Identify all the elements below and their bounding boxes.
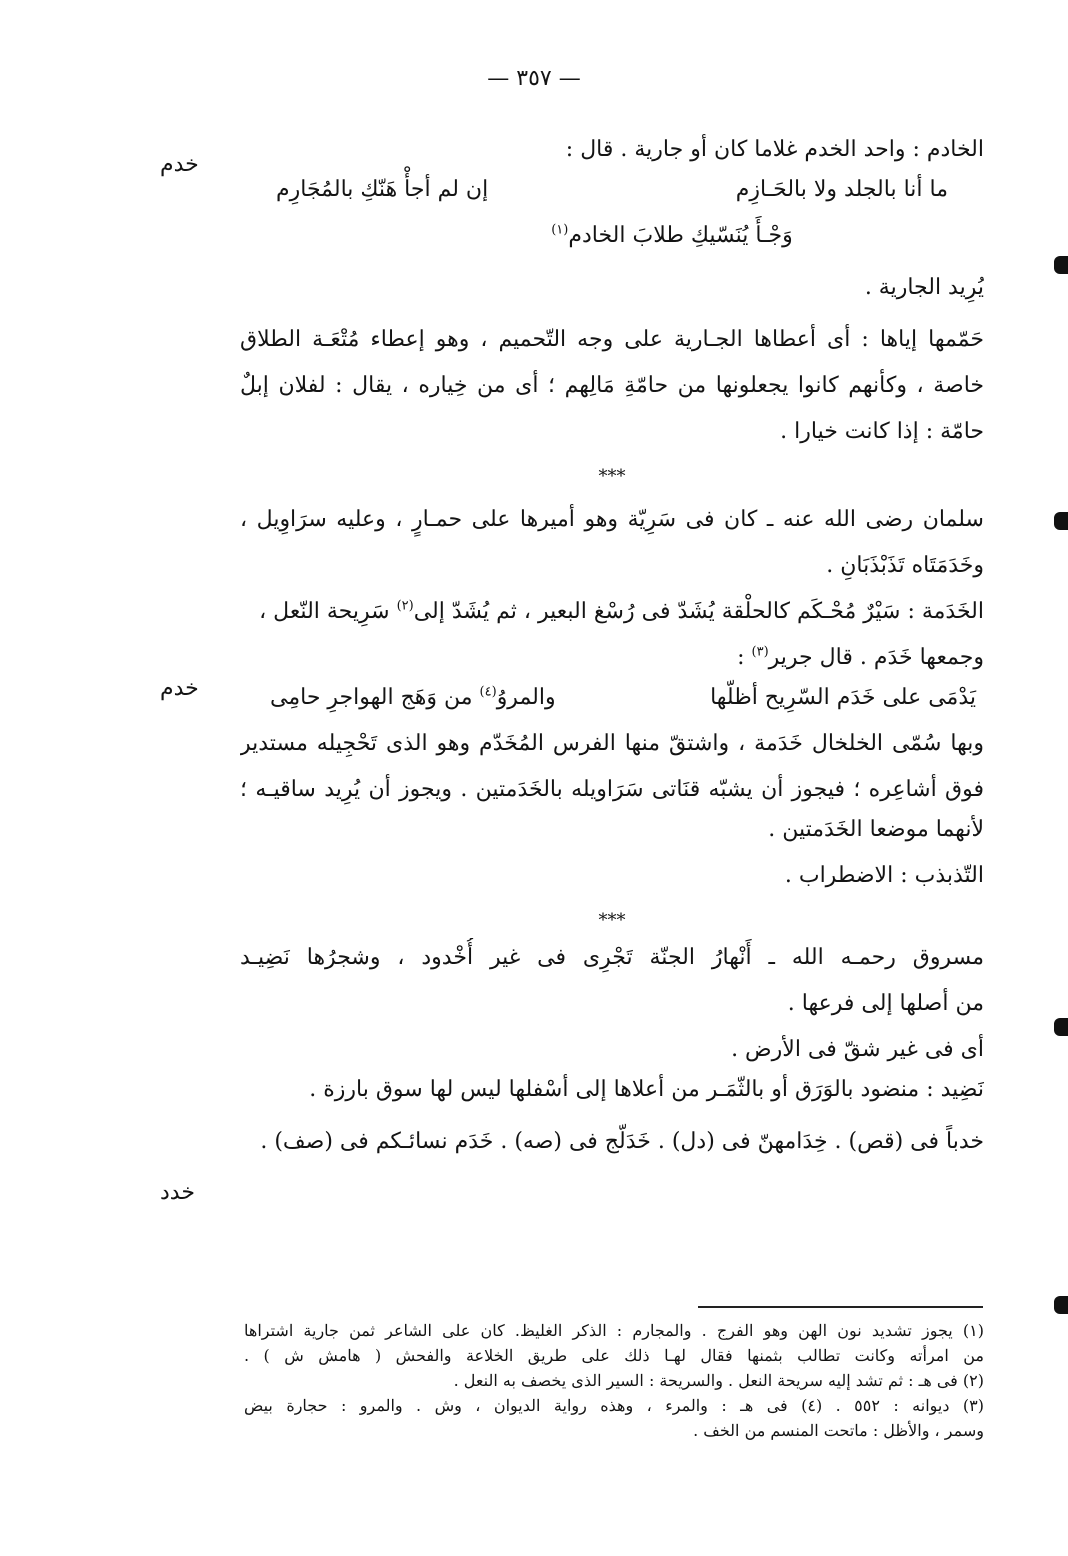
margin-root-khadam: خدم — [160, 676, 199, 701]
text-line — [240, 592, 984, 632]
verse-line — [240, 678, 984, 718]
footnote-ref: (٣) — [751, 644, 769, 660]
binding-mark — [1054, 1296, 1068, 1314]
verse-hemistich: يَدْمَى على خَدَم السّرِيح أظلّها — [710, 685, 976, 710]
page-number: — ٣٥٧ — — [487, 66, 581, 91]
verse-line — [240, 216, 984, 256]
margin-root-khadad: خدد — [160, 1180, 195, 1205]
text-line: وبها سُمّى الخلخال خَدَمة ، واشتقّ منها الفرس المُخَدّم وهو الذى تَحْجِيله مستدير — [240, 731, 984, 756]
verse-text: وَجْـأً يُنَسّيكِ طلابَ الخادم — [568, 223, 793, 248]
text-line: خدباً فى (قص) . خِدَامهنّ فى (دل) . خَدَلّج فى (صه) . خَدَم نسائـكم فى (صف) . — [260, 1129, 984, 1154]
binding-mark — [1054, 1018, 1068, 1036]
text-line: سلمان رضى الله عنه ـ كان فى سَرِيّة وهو أميرها على حمـارٍ ، وعليه سرَاوِيل ، — [240, 507, 984, 532]
text-line — [240, 638, 984, 678]
footnote-line: من امرأته وكانت تطالب بثمنها فقال لهـا ذلك على طريق الخلاعة والفحش ( هامش ش ) . — [244, 1346, 984, 1365]
text-segment: سَرِيحة النّعل ، — [259, 599, 390, 624]
main-text — [240, 130, 984, 1162]
footnote-ref: (٤) — [479, 684, 497, 700]
verse-line — [240, 170, 984, 210]
verse-word: من وَهَج الهواجرِ حامِى — [270, 685, 473, 710]
footnote-line: (١) يجوز تشديد نون الهن وهو الفرج . والمجارم : الذكر الغليظ. كان على الشاعر ثمن جارية اشتراها — [244, 1321, 984, 1340]
text-line: فوق أشاعِره ؛ فيجوز أن يشبّه قنَاتى سَرَاويله بالخَدَمتين . ويجوز أن يُرِيد ساقيـه ؛ — [240, 777, 984, 802]
verse-hemistich: ما أنا بالجلد ولا بالحَـازِم — [735, 177, 948, 202]
binding-mark — [1054, 256, 1068, 274]
footnotes — [244, 1318, 984, 1443]
section-separator: *** — [598, 910, 626, 931]
footnote-line: (٢) فى هـ : ثم تشد إليه سريحة النعل . والسريحة : السير الذى يخصف به النعل . — [453, 1371, 984, 1390]
footnote-rule — [698, 1306, 983, 1308]
footnote-line: وسمر ، والأظل : ماتحت المنسم من الخف . — [693, 1421, 984, 1440]
verse-hemistich — [270, 678, 556, 718]
text-line: من أصلها إلى فرعها . — [787, 991, 984, 1016]
verse-hemistich: إن لم أجأْ هَنّكِ بالمُجَارِم — [276, 177, 489, 202]
text-line: مسروق رحمـه الله ـ أَنْهارُ الجنّة تَجْرِى فى غير أُخْدود ، وشجرُها نَضِيـد — [240, 945, 984, 970]
text-line: أى فى غير شقّ فى الأرض . — [731, 1037, 984, 1062]
text-line: خاصة ، وكأنهم كانوا يجعلونها من حامّةِ مَالِهم ؛ أى من خِياره ، يقال : لفلان إبلٌ — [240, 373, 984, 398]
footnote-ref: (٢) — [396, 598, 414, 614]
binding-mark — [1054, 512, 1068, 530]
text-line: التّذبذب : الاضطراب . — [784, 863, 984, 888]
text-segment: : — [737, 645, 752, 670]
verse-word: والمروُ — [496, 685, 556, 710]
text-segment: الخَدَمة : سَيْرٌ مُحْـكَم كالحلْقة يُشَدّ فى رُسْغ البعير ، ثم يُشَدّ إلى — [413, 599, 984, 624]
text-line: يُرِيد الجارية . — [864, 275, 984, 300]
footnote-line: (٣) ديوانه : ٥٥٢ . (٤) فى هـ : والمرء ، وهذه رواية الديوان ، وش . والمرو : حجارة بيض — [244, 1396, 984, 1415]
text-line: لأنهما موضعا الخَدَمتين . — [768, 817, 984, 842]
text-line: نَضِيد : منضود بالوَرَق أو بالثّمَـر من أعلاها إلى أسْفلها ليس لها سوق بارزة . — [309, 1077, 984, 1102]
section-separator: *** — [598, 466, 626, 487]
text-segment: وجمعها خَدَم . قال جرير — [768, 645, 984, 670]
margin-root-khadam: خدم — [160, 152, 199, 177]
text-line: وخَدَمَتَاه تَذَبْذَبَانِ . — [826, 553, 984, 578]
text-line: الخادم : واحد الخدم غلاما كان أو جارية . قال : — [565, 137, 984, 162]
text-line: حَمّمها إياها : أى أعطاها الجـارية على وجه التّحميم ، وهو إعطاء مُتْعَـة الطلاق — [240, 327, 984, 352]
footnote-ref: (١) — [551, 222, 569, 238]
text-line: حامّة : إذا كانت خيارا . — [780, 419, 984, 444]
